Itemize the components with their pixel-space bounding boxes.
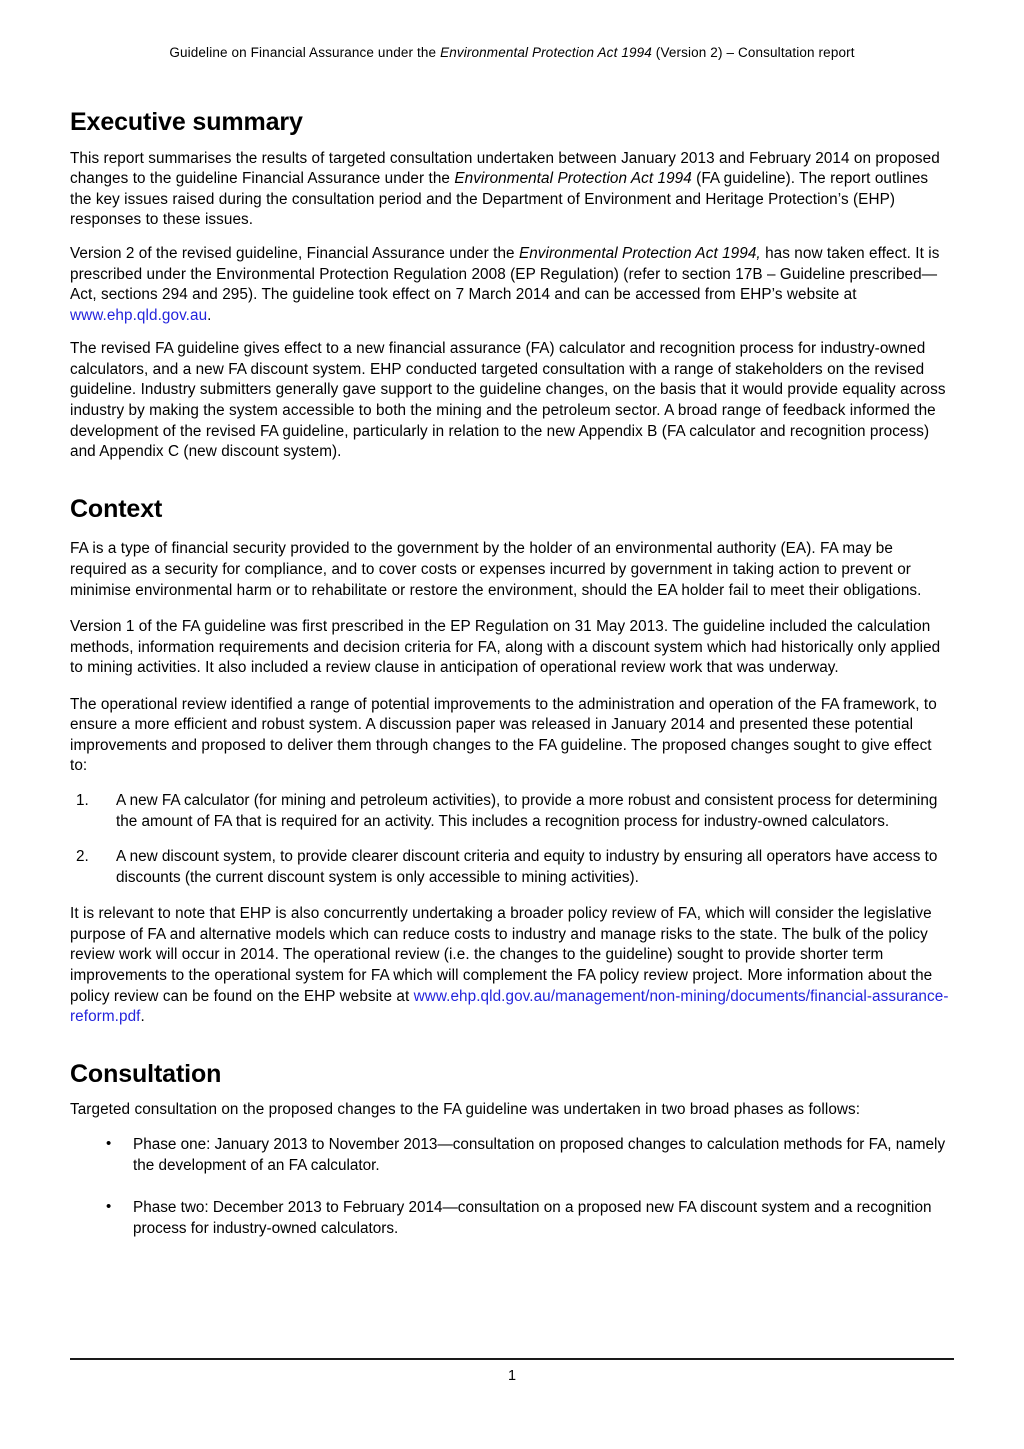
paragraph-context-p3	[70, 695, 952, 777]
text-run: .	[140, 1008, 145, 1026]
footer-divider	[70, 1358, 954, 1360]
page-header-suffix: (Version 2) – Consultation report	[651, 45, 855, 60]
paragraph-consultation-p1	[70, 1100, 952, 1121]
text-run: (FA guideline). The report outlines the key issues raised during the consultation period and the Department of Environment and Heritage Protection’s (EHP) responses to these issues.	[70, 170, 929, 229]
text-run: Targeted consultation on the proposed changes to the FA guideline was undertaken in two broad phases as follows:	[70, 1101, 861, 1119]
page-number: 1	[507, 1368, 517, 1384]
text-run: Version 1 of the FA guideline was first prescribed in the EP Regulation on 31 May 2013. The guideline included the calculation methods, information requirements and decision criteria for FA, along with a discount system which had historically only applied to mining activities. It also included a review clause in anticipation of operational review work that was underway.	[70, 618, 941, 677]
list-item: A new FA calculator (for mining and petroleum activities), to provide a more robust and consistent process for determining the amount of FA that is required for an activity. This includes a recognition process for industry-owned calculators.	[116, 792, 938, 830]
document-hyperlink[interactable]: www.ehp.qld.gov.au/management/non-mining/documents/financial-assurance-reform.pdf	[70, 987, 949, 1026]
text-run: The revised FA guideline gives effect to a new financial assurance (FA) calculator and recognition process for industry-owned calculators, and a new FA discount system. EHP conducted targeted consultation with a range of stakeholders on the revised guideline. Industry submitters generally gave support to the guideline changes, on the basis that it would provide equality across industry by making the system accessible to both the mining and the petroleum sector. A broad range of feedback informed the development of the revised FA guideline, particularly in relation to the new Appendix B (FA calculator and recognition process) and Appendix C (new discount system).	[70, 340, 946, 461]
heading-context: Context	[70, 494, 163, 523]
list-item: • Phase one: January 2013 to November 2013—consultation on proposed changes to calculation methods for FA, namely the development of an FA calculator.	[70, 1135, 952, 1176]
page-header-prefix: Guideline on Financial Assurance under the	[169, 45, 441, 60]
text-run: This report summarises the results of targeted consultation undertaken between January 2013 and February 2014 on proposed changes to the guideline Financial Assurance under the	[70, 149, 940, 188]
text-run: Version 2 of the revised guideline, Financial Assurance under the	[70, 245, 519, 262]
paragraph-context-p2	[70, 617, 952, 679]
paragraph-exec-p2	[70, 244, 952, 326]
document-body	[70, 108, 952, 1261]
text-run: .	[207, 306, 212, 324]
document-hyperlink[interactable]: www.ehp.qld.gov.au	[70, 306, 208, 324]
text-run: has now taken effect. It is prescribed under the Environmental Protection Regulation 2008 (EP Regulation) (refer to section 17B – Guideline prescribed—Act, sections 294 and 295). The guideline took effect on 7 March 2014 and can be accessed from EHP’s website at	[70, 245, 940, 304]
paragraph-context-p1	[70, 539, 952, 601]
list-item: A new discount system, to provide clearer discount criteria and equity to industry by ensuring all operators have access to discounts (the current discount system is only accessible to mining activities).	[116, 848, 938, 886]
consultation-bulleted-list	[70, 1135, 952, 1239]
text-run: The operational review identified a range of potential improvements to the administration and operation of the FA framework, to ensure a more efficient and robust system. A discussion paper was released in January 2014 and presented these potential improvements and proposed to deliver them through changes to the FA guideline. The proposed changes sought to give effect to:	[70, 695, 937, 775]
page-header	[70, 45, 954, 61]
paragraph-exec-p3	[70, 339, 952, 462]
context-numbered-list	[70, 791, 952, 888]
text-run: FA is a type of financial security provided to the government by the holder of an environmental authority (EA). FA may be required as a security for compliance, and to cover costs or expenses incurred by government in taking action to prevent or minimise environmental harm or to rehabilitate or restore the environment, should the EA holder fail to meet their obligations.	[70, 540, 922, 599]
heading-executive-summary: Executive summary	[70, 108, 303, 136]
italic-run: Environmental Protection Act 1994	[454, 170, 692, 188]
paragraph-context-p4	[70, 904, 952, 1027]
text-run: It is relevant to note that EHP is also concurrently undertaking a broader policy review of FA, which will consider the legislative purpose of FA and alternative models which can reduce costs to industry and manage risks to the state. The bulk of the policy review work will occur in 2014. The operational review (i.e. the changes to the guideline) sought to provide shorter term improvements to the operational system for FA which will complement the FA policy review project. More information about the policy review can be found on the EHP website at	[70, 905, 933, 1005]
heading-consultation: Consultation	[70, 1059, 222, 1088]
page-header-act-title: Environmental Protection Act 1994	[440, 45, 652, 60]
paragraph-exec-p1	[70, 149, 952, 231]
list-item: • Phase two: December 2013 to February 2014—consultation on a proposed new FA discount system and a recognition process for industry-owned calculators.	[70, 1198, 952, 1239]
italic-run: Environmental Protection Act 1994,	[518, 245, 761, 262]
